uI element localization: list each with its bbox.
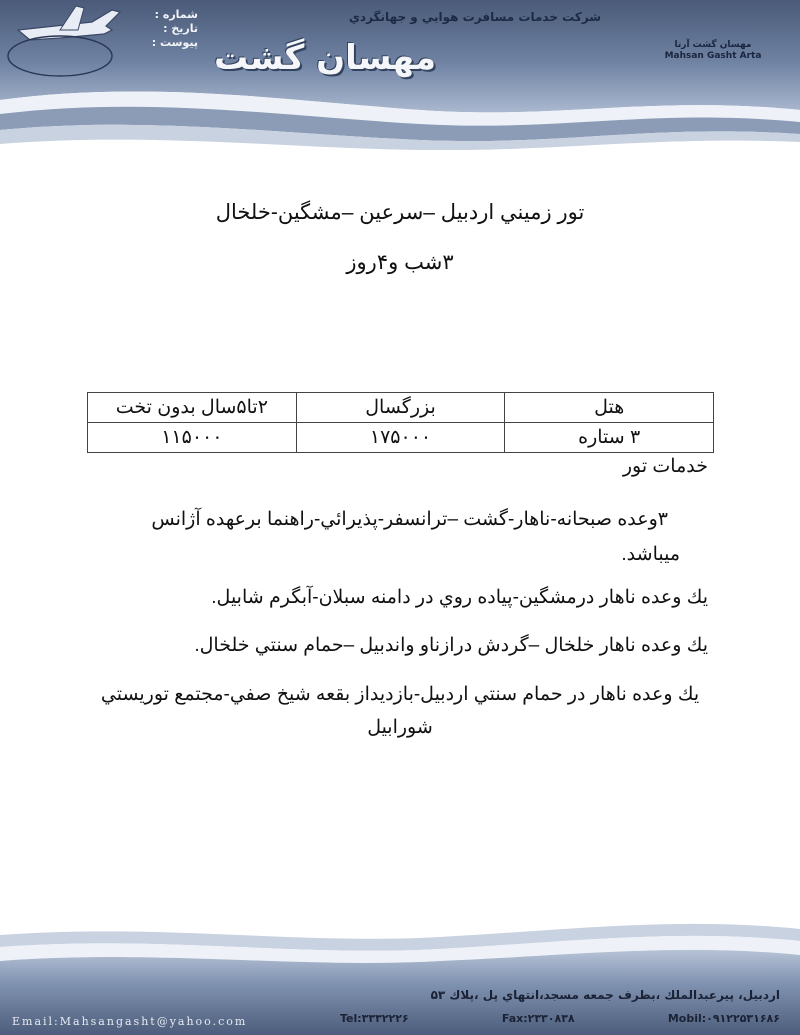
service-paragraph-khalkhal: يك وعده ناهار خلخال –گردش درازناو واندبيل –حمام سنتي خلخال.	[194, 635, 708, 656]
table-row	[88, 423, 714, 453]
cell-child-price: ۱۱۵۰۰۰	[88, 423, 297, 453]
letterhead-footer	[0, 915, 800, 1035]
service-paragraph-ardabil: يك وعده ناهار در حمام سنتي اردبيل-بازديداز بقعه شيخ صفي-مجتمع توريستي شورابيل	[100, 684, 700, 738]
telephone: Tel:۳۳۳۲۲۲۶	[340, 1012, 409, 1025]
email-address: Email:Mahsangasht@yahoo.com	[12, 1015, 248, 1028]
header-adult: بزرگسال	[296, 393, 505, 423]
airplane-icon	[0, 0, 130, 80]
mobile: Mobil:۰۹۱۲۲۵۳۱۶۸۶	[667, 1012, 780, 1025]
letterhead-header	[0, 0, 800, 150]
header-hotel: هتل	[505, 393, 714, 423]
cell-hotel: ۳ ستاره	[505, 423, 714, 453]
company-tagline: شركت خدمات مسافرت هوايي و جهانگردي	[348, 10, 602, 24]
table-header-row	[88, 393, 714, 423]
brand-name: مهسان گشت	[213, 38, 437, 78]
contact-row	[340, 1012, 780, 1025]
tour-title: تور زميني اردبيل –سرعين –مشگين-خلخال	[215, 201, 585, 224]
tour-duration: ۳شب و۴روز	[346, 251, 454, 274]
header-child: ۲تا۵سال بدون تخت	[88, 393, 297, 423]
price-table	[87, 392, 714, 453]
attachment-label: پيوست :	[151, 36, 198, 49]
reference-fields	[128, 8, 198, 50]
logo-name: مهسان گشت آرتا	[674, 40, 752, 50]
number-label: شماره :	[154, 8, 198, 21]
company-address: اردبيل، پيرعبدالملك ،بطرف جمعه مسجد،انتهاي پل ،پلاك ۵۳	[430, 988, 780, 1002]
service-paragraph-meals: ۳وعده صبحانه-ناهار-گشت –ترانسفر-پذيرائي-راهنما برعهده آژانس ميباشد.	[151, 509, 680, 565]
logo-latin: Mahsan Gasht Arta	[664, 51, 762, 61]
logo-wordmark	[658, 40, 768, 62]
service-paragraph-meshgin: يك وعده ناهار درمشگين-پياده روي در دامنه سبلان-آبگرم شابيل.	[211, 587, 708, 608]
cell-adult-price: ۱۷۵۰۰۰	[296, 423, 505, 453]
services-heading: خدمات تور	[622, 456, 708, 477]
date-label: تاريخ :	[163, 22, 198, 35]
fax: Fax:۲۳۳۰۸۳۸	[501, 1012, 575, 1025]
